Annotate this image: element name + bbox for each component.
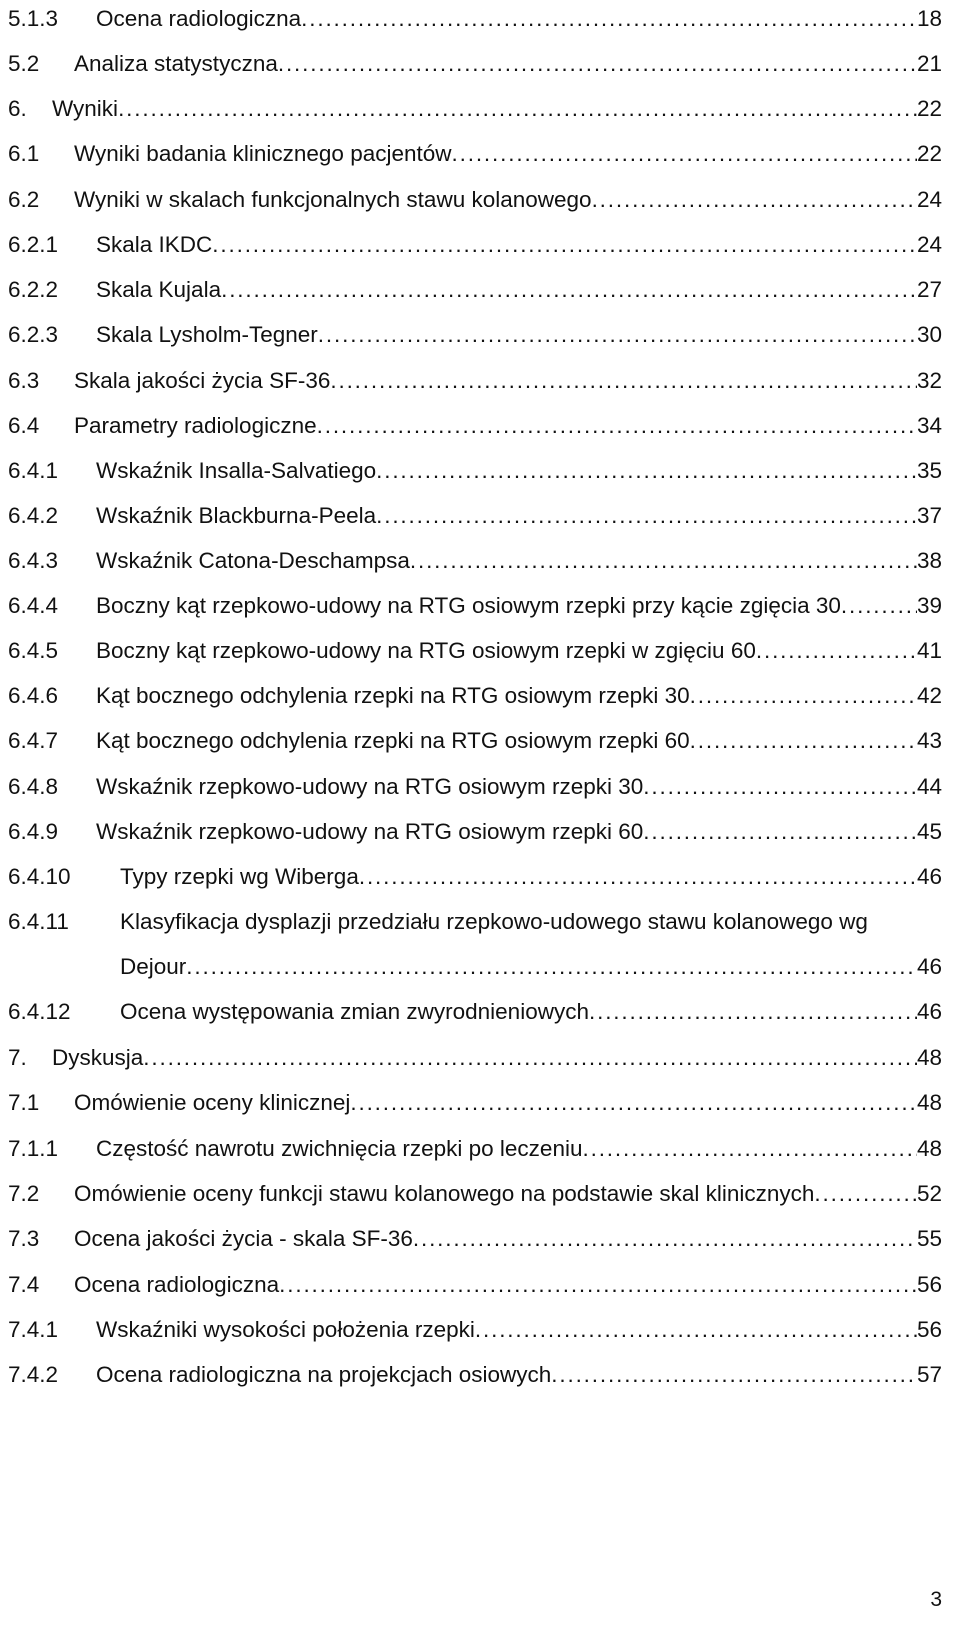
toc-entry[interactable] bbox=[0, 864, 960, 908]
toc-entry[interactable] bbox=[0, 458, 960, 502]
toc-entry-page: 48 bbox=[916, 1136, 942, 1161]
toc-entry-number: 7. bbox=[8, 1045, 27, 1070]
toc-entry[interactable] bbox=[0, 909, 960, 979]
toc-entry-title: Klasyfikacja dysplazji przedziału rzepkowo-udowego stawu kolanowego wg bbox=[120, 909, 868, 934]
toc-entry-number: 6.4.3 bbox=[8, 548, 59, 573]
toc-entry-title: Ocena radiologiczna na projekcjach osiowych bbox=[96, 1362, 552, 1387]
toc-entry-number: 7.4 bbox=[8, 1272, 40, 1297]
toc-entry-page: 22 bbox=[916, 96, 942, 121]
toc-entry-title: Skala Kujala bbox=[96, 277, 222, 302]
toc-leader-dots bbox=[690, 728, 917, 754]
toc-entry[interactable] bbox=[0, 683, 960, 727]
toc-entry-title: Skala Lysholm-Tegner bbox=[96, 322, 318, 347]
toc-entry-number: 6.2.3 bbox=[8, 322, 59, 347]
toc-entry-title: Boczny kąt rzepkowo-udowy na RTG osiowym rzepki w zgięciu 60 bbox=[96, 638, 756, 663]
toc-entry-title: Wyniki badania klinicznego pacjentów bbox=[74, 141, 452, 166]
toc-leader-dots bbox=[212, 232, 917, 258]
toc-entry-page: 56 bbox=[916, 1317, 942, 1342]
toc-leader-dots bbox=[278, 51, 917, 77]
toc-entry[interactable] bbox=[0, 1272, 960, 1316]
toc-leader-dots bbox=[221, 277, 917, 303]
toc-entry-page: 18 bbox=[916, 6, 942, 31]
toc-entry-title-continued: Dejour bbox=[120, 954, 187, 979]
toc-entry[interactable] bbox=[0, 728, 960, 772]
toc-leader-dots bbox=[118, 96, 917, 122]
toc-entry-title: Skala IKDC bbox=[96, 232, 213, 257]
toc-entry-title: Wskaźnik Blackburna-Peela bbox=[96, 503, 377, 528]
toc-entry[interactable] bbox=[0, 1045, 960, 1089]
toc-entry-title: Ocena radiologiczna bbox=[74, 1272, 280, 1297]
toc-entry[interactable] bbox=[0, 548, 960, 592]
toc-entry-page: 38 bbox=[916, 548, 942, 573]
toc-entry-title: Wskaźniki wysokości położenia rzepki bbox=[96, 1317, 475, 1342]
toc-leader-dots bbox=[592, 187, 917, 213]
toc-leader-dots bbox=[756, 638, 917, 664]
toc-entry-number: 6.1 bbox=[8, 141, 40, 166]
toc-leader-dots bbox=[376, 503, 917, 529]
page-number: 3 bbox=[930, 1588, 942, 1611]
toc-leader-dots bbox=[279, 1272, 917, 1298]
toc-entry-number: 6.3 bbox=[8, 368, 40, 393]
toc-entry-title: Omówienie oceny funkcji stawu kolanowego na podstawie skal klinicznych bbox=[74, 1181, 815, 1206]
toc-entry[interactable] bbox=[0, 774, 960, 818]
toc-leader-dots bbox=[643, 774, 917, 800]
toc-entry-number: 6.2 bbox=[8, 187, 40, 212]
toc-entry[interactable] bbox=[0, 999, 960, 1043]
toc-leader-dots bbox=[413, 1226, 917, 1252]
toc-entry[interactable] bbox=[0, 96, 960, 140]
toc-entry[interactable] bbox=[0, 819, 960, 863]
toc-entry-number: 6. bbox=[8, 96, 27, 121]
toc-entry-number: 5.1.3 bbox=[8, 6, 59, 31]
toc-leader-dots bbox=[475, 1317, 917, 1343]
toc-entry-number: 6.4.8 bbox=[8, 774, 59, 799]
toc-entry-title: Kąt bocznego odchylenia rzepki na RTG osiowym rzepki 30 bbox=[96, 683, 690, 708]
toc-leader-dots bbox=[376, 458, 917, 484]
toc-entry[interactable] bbox=[0, 187, 960, 231]
toc-entry-number: 7.2 bbox=[8, 1181, 40, 1206]
toc-entry-number: 7.3 bbox=[8, 1226, 40, 1251]
toc-entry-page: 27 bbox=[916, 277, 942, 302]
toc-entry[interactable] bbox=[0, 277, 960, 321]
toc-entry-number: 6.4.2 bbox=[8, 503, 59, 528]
toc-entry[interactable] bbox=[0, 322, 960, 366]
toc-entry-number: 7.1 bbox=[8, 1090, 40, 1115]
toc-entry-page: 44 bbox=[916, 774, 942, 799]
toc-entry-number: 7.4.2 bbox=[8, 1362, 59, 1387]
toc-entry-page: 43 bbox=[916, 728, 942, 753]
toc-entry-page: 24 bbox=[916, 187, 942, 212]
toc-entry[interactable] bbox=[0, 638, 960, 682]
toc-leader-dots bbox=[143, 1045, 917, 1071]
toc-entry[interactable] bbox=[0, 503, 960, 547]
toc-entry-number: 6.2.2 bbox=[8, 277, 59, 302]
toc-entry-title: Boczny kąt rzepkowo-udowy na RTG osiowym rzepki przy kącie zgięcia 30 bbox=[96, 593, 841, 618]
toc-entry-title: Wskaźnik Insalla-Salvatiego bbox=[96, 458, 377, 483]
toc-entry[interactable] bbox=[0, 1181, 960, 1225]
toc-entry-page: 41 bbox=[916, 638, 942, 663]
toc-leader-dots bbox=[301, 6, 917, 32]
toc-entry-page: 45 bbox=[916, 819, 942, 844]
toc-entry[interactable] bbox=[0, 6, 960, 50]
toc-entry-number: 7.4.1 bbox=[8, 1317, 59, 1342]
toc-entry-page: 34 bbox=[916, 413, 942, 438]
toc-entry-page: 46 bbox=[916, 999, 942, 1024]
toc-leader-dots bbox=[814, 1181, 917, 1207]
toc-entry-page: 35 bbox=[916, 458, 942, 483]
toc-entry-title: Dyskusja bbox=[52, 1045, 144, 1070]
toc-entry-title: Omówienie oceny klinicznej bbox=[74, 1090, 351, 1115]
toc-entry-title: Ocena występowania zmian zwyrodnieniowych bbox=[120, 999, 589, 1024]
toc-leader-dots bbox=[330, 368, 917, 394]
toc-entry[interactable] bbox=[0, 368, 960, 412]
toc-entry-title: Typy rzepki wg Wiberga bbox=[120, 864, 359, 889]
toc-entry[interactable] bbox=[0, 232, 960, 276]
toc-entry[interactable] bbox=[0, 413, 960, 457]
toc-leader-dots bbox=[318, 322, 917, 348]
toc-entry[interactable] bbox=[0, 1362, 960, 1406]
toc-entry-number: 6.4.1 bbox=[8, 458, 59, 483]
toc-entry-page: 24 bbox=[916, 232, 942, 257]
toc-entry[interactable] bbox=[0, 1226, 960, 1270]
toc-entry-title: Wyniki w skalach funkcjonalnych stawu kolanowego bbox=[74, 187, 592, 212]
toc-entry-title: Parametry radiologiczne bbox=[74, 413, 317, 438]
toc-entry-number: 6.4.12 bbox=[8, 999, 71, 1024]
toc-entry-title: Analiza statystyczna bbox=[74, 51, 278, 76]
toc-leader-dots bbox=[317, 413, 917, 439]
toc-entry-page: 55 bbox=[916, 1226, 942, 1251]
toc-entry-page: 32 bbox=[916, 368, 942, 393]
toc-entry-title: Częstość nawrotu zwichnięcia rzepki po leczeniu bbox=[96, 1136, 583, 1161]
toc-leader-dots bbox=[589, 999, 917, 1025]
toc-entry-number: 6.4.10 bbox=[8, 864, 71, 889]
toc-entry[interactable] bbox=[0, 1136, 960, 1180]
toc-entry-title: Wskaźnik Catona-Deschampsa bbox=[96, 548, 410, 573]
toc-entry[interactable] bbox=[0, 1317, 960, 1361]
toc-leader-dots bbox=[643, 819, 917, 845]
toc-entry-number: 6.4.5 bbox=[8, 638, 59, 663]
toc-leader-dots bbox=[582, 1136, 916, 1162]
toc-entry-page: 22 bbox=[916, 141, 942, 166]
toc-entry-page: 48 bbox=[916, 1045, 942, 1070]
toc-entry[interactable] bbox=[0, 1090, 960, 1134]
toc-entry-page: 42 bbox=[916, 683, 942, 708]
toc-entry-title: Wskaźnik rzepkowo-udowy na RTG osiowym rzepki 60 bbox=[96, 819, 644, 844]
toc-entry-page: 46 bbox=[916, 864, 942, 889]
toc-entry-page: 56 bbox=[916, 1272, 942, 1297]
toc-entry-title: Ocena radiologiczna bbox=[96, 6, 302, 31]
toc-entry-page: 46 bbox=[916, 954, 942, 979]
toc-entry[interactable] bbox=[0, 141, 960, 185]
toc-entry-number: 6.4.6 bbox=[8, 683, 59, 708]
toc-leader-dots bbox=[350, 1090, 917, 1116]
toc-entry-number: 5.2 bbox=[8, 51, 40, 76]
toc-entry-number: 6.4.9 bbox=[8, 819, 59, 844]
toc-leader-dots bbox=[690, 683, 917, 709]
toc-entry-title: Wskaźnik rzepkowo-udowy na RTG osiowym rzepki 30 bbox=[96, 774, 644, 799]
toc-entry-page: 21 bbox=[916, 51, 942, 76]
toc-leader-dots bbox=[452, 141, 917, 167]
toc-entry[interactable] bbox=[0, 51, 960, 95]
toc-entry[interactable] bbox=[0, 593, 960, 637]
toc-entry-title: Wyniki bbox=[52, 96, 119, 121]
toc-entry-page: 48 bbox=[916, 1090, 942, 1115]
toc-leader-dots bbox=[359, 864, 917, 890]
toc-leader-dots bbox=[186, 954, 917, 980]
toc-entry-number: 6.2.1 bbox=[8, 232, 59, 257]
toc-leader-dots bbox=[410, 548, 917, 574]
toc-entry-number: 6.4.11 bbox=[8, 909, 69, 934]
toc-entry-page: 39 bbox=[916, 593, 942, 618]
toc-leader-dots bbox=[551, 1362, 917, 1388]
toc-entry-number: 6.4.7 bbox=[8, 728, 59, 753]
toc-entry-page: 30 bbox=[916, 322, 942, 347]
toc-entry-title: Kąt bocznego odchylenia rzepki na RTG osiowym rzepki 60 bbox=[96, 728, 690, 753]
toc-entry-number: 6.4.4 bbox=[8, 593, 59, 618]
toc-leader-dots bbox=[841, 593, 917, 619]
toc-entry-title: Ocena jakości życia - skala SF-36 bbox=[74, 1226, 413, 1251]
toc-entry-title: Skala jakości życia SF-36 bbox=[74, 368, 331, 393]
toc-entry-page: 52 bbox=[916, 1181, 942, 1206]
toc-entry-number: 7.1.1 bbox=[8, 1136, 59, 1161]
toc-entry-number: 6.4 bbox=[8, 413, 40, 438]
toc-entry-page: 37 bbox=[916, 503, 942, 528]
toc-entry-page: 57 bbox=[916, 1362, 942, 1387]
